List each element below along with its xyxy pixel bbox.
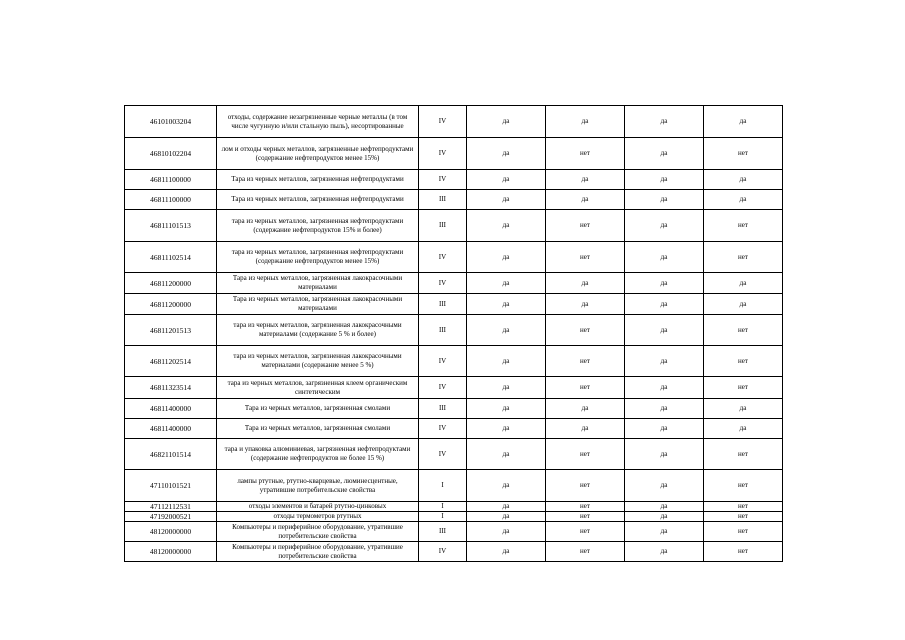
flag-cell-3: да	[625, 512, 704, 522]
waste-code-cell: 46811102514	[125, 242, 217, 273]
table-row	[125, 377, 783, 399]
flag-cell-4: да	[704, 419, 783, 439]
flag-cell-4: нет	[704, 512, 783, 522]
hazard-class-cell: I	[419, 470, 467, 502]
flag-cell-3: да	[625, 273, 704, 294]
flag-cell-2: да	[546, 294, 625, 315]
flag-cell-2: да	[546, 170, 625, 190]
table-row	[125, 190, 783, 210]
flag-cell-1: да	[467, 138, 546, 170]
flag-cell-1: да	[467, 106, 546, 138]
hazard-class-cell: IV	[419, 439, 467, 470]
hazard-class-cell: III	[419, 210, 467, 242]
waste-name-cell: Тара из черных металлов, загрязненная смолами	[217, 399, 419, 419]
waste-code-cell: 46101003204	[125, 106, 217, 138]
flag-cell-3: да	[625, 346, 704, 377]
hazard-class-cell: III	[419, 315, 467, 346]
flag-cell-1: да	[467, 522, 546, 542]
flag-cell-2: нет	[546, 512, 625, 522]
hazard-class-cell: III	[419, 294, 467, 315]
waste-code-cell: 46810102204	[125, 138, 217, 170]
flag-cell-1: да	[467, 377, 546, 399]
waste-name-cell: тара из черных металлов, загрязненная лакокрасочными материалами (содержание менее 5 %)	[217, 346, 419, 377]
flag-cell-3: да	[625, 170, 704, 190]
flag-cell-4: да	[704, 294, 783, 315]
flag-cell-4: да	[704, 190, 783, 210]
waste-code-cell: 46811323514	[125, 377, 217, 399]
waste-name-cell: Тара из черных металлов, загрязненная смолами	[217, 419, 419, 439]
table-row	[125, 439, 783, 470]
flag-cell-4: да	[704, 170, 783, 190]
flag-cell-1: да	[467, 439, 546, 470]
flag-cell-1: да	[467, 399, 546, 419]
flag-cell-2: да	[546, 419, 625, 439]
flag-cell-3: да	[625, 210, 704, 242]
table-row	[125, 294, 783, 315]
table-row	[125, 522, 783, 542]
table-row	[125, 106, 783, 138]
flag-cell-3: да	[625, 439, 704, 470]
flag-cell-2: да	[546, 106, 625, 138]
flag-cell-2: нет	[546, 502, 625, 512]
flag-cell-2: нет	[546, 346, 625, 377]
waste-table	[124, 105, 783, 562]
flag-cell-3: да	[625, 106, 704, 138]
waste-code-cell: 47192000521	[125, 512, 217, 522]
hazard-class-cell: III	[419, 190, 467, 210]
hazard-class-cell: IV	[419, 138, 467, 170]
flag-cell-4: да	[704, 273, 783, 294]
waste-code-cell: 46811200000	[125, 294, 217, 315]
waste-code-cell: 46811101513	[125, 210, 217, 242]
waste-code-cell: 46811100000	[125, 170, 217, 190]
flag-cell-2: да	[546, 273, 625, 294]
table-row	[125, 138, 783, 170]
flag-cell-1: да	[467, 470, 546, 502]
flag-cell-4: нет	[704, 502, 783, 512]
flag-cell-1: да	[467, 242, 546, 273]
flag-cell-2: нет	[546, 315, 625, 346]
flag-cell-4: нет	[704, 210, 783, 242]
flag-cell-3: да	[625, 138, 704, 170]
flag-cell-3: да	[625, 522, 704, 542]
flag-cell-1: да	[467, 273, 546, 294]
flag-cell-1: да	[467, 210, 546, 242]
table-row	[125, 170, 783, 190]
waste-code-cell: 46821101514	[125, 439, 217, 470]
flag-cell-3: да	[625, 190, 704, 210]
table-row	[125, 419, 783, 439]
waste-name-cell: отходы, содержание незагрязненные черные металлы (в том числе чугунную и/или стальную пыль), несортированные	[217, 106, 419, 138]
flag-cell-3: да	[625, 542, 704, 562]
flag-cell-4: нет	[704, 470, 783, 502]
waste-name-cell: лампы ртутные, ртутно-кварцевые, люминесцентные, утратившие потребительские свойства	[217, 470, 419, 502]
waste-code-cell: 47110101521	[125, 470, 217, 502]
hazard-class-cell: IV	[419, 170, 467, 190]
table-row	[125, 242, 783, 273]
waste-name-cell: Компьютеры и периферийное оборудование, утратившие потребительские свойства	[217, 522, 419, 542]
flag-cell-3: да	[625, 294, 704, 315]
flag-cell-4: нет	[704, 439, 783, 470]
waste-code-cell: 46811400000	[125, 419, 217, 439]
waste-code-cell: 47112112531	[125, 502, 217, 512]
waste-name-cell: тара из черных металлов, загрязненная нефтепродуктами (содержание нефтепродуктов 15% и более)	[217, 210, 419, 242]
flag-cell-2: нет	[546, 138, 625, 170]
flag-cell-1: да	[467, 502, 546, 512]
waste-name-cell: Компьютеры и периферийное оборудование, утратившие потребительские свойства	[217, 542, 419, 562]
hazard-class-cell: III	[419, 522, 467, 542]
flag-cell-3: да	[625, 315, 704, 346]
table-row	[125, 512, 783, 522]
table-row	[125, 542, 783, 562]
hazard-class-cell: IV	[419, 419, 467, 439]
flag-cell-3: да	[625, 242, 704, 273]
flag-cell-4: нет	[704, 377, 783, 399]
waste-code-cell: 46811200000	[125, 273, 217, 294]
waste-name-cell: лом и отходы черных металлов, загрязненные нефтепродуктами (содержание нефтепродуктов менее 15%)	[217, 138, 419, 170]
waste-name-cell: тара из черных металлов, загрязненная нефтепродуктами (содержание нефтепродуктов менее 15%)	[217, 242, 419, 273]
hazard-class-cell: IV	[419, 242, 467, 273]
waste-code-cell: 46811201513	[125, 315, 217, 346]
table-row	[125, 315, 783, 346]
hazard-class-cell: IV	[419, 377, 467, 399]
flag-cell-2: нет	[546, 377, 625, 399]
flag-cell-4: да	[704, 106, 783, 138]
flag-cell-3: да	[625, 419, 704, 439]
flag-cell-1: да	[467, 542, 546, 562]
waste-code-cell: 48120000000	[125, 542, 217, 562]
hazard-class-cell: IV	[419, 106, 467, 138]
flag-cell-3: да	[625, 399, 704, 419]
flag-cell-4: нет	[704, 542, 783, 562]
flag-cell-4: нет	[704, 138, 783, 170]
waste-name-cell: Тара из черных металлов, загрязненная нефтепродуктами	[217, 190, 419, 210]
hazard-class-cell: III	[419, 399, 467, 419]
waste-name-cell: отходы термометров ртутных	[217, 512, 419, 522]
flag-cell-1: да	[467, 315, 546, 346]
hazard-class-cell: IV	[419, 346, 467, 377]
waste-name-cell: тара и упаковка алюминиевая, загрязненная нефтепродуктами (содержание нефтепродуктов не более 15 %)	[217, 439, 419, 470]
flag-cell-1: да	[467, 170, 546, 190]
table-row	[125, 210, 783, 242]
flag-cell-2: нет	[546, 210, 625, 242]
waste-name-cell: Тара из черных металлов, загрязненная нефтепродуктами	[217, 170, 419, 190]
table-row	[125, 399, 783, 419]
hazard-class-cell: I	[419, 512, 467, 522]
flag-cell-3: да	[625, 502, 704, 512]
table-row	[125, 502, 783, 512]
hazard-class-cell: I	[419, 502, 467, 512]
flag-cell-1: да	[467, 190, 546, 210]
flag-cell-3: да	[625, 377, 704, 399]
flag-cell-1: да	[467, 512, 546, 522]
waste-name-cell: Тара из черных металлов, загрязненная лакокрасочными материалами	[217, 294, 419, 315]
flag-cell-2: нет	[546, 542, 625, 562]
waste-name-cell: тара из черных металлов, загрязненная лакокрасочными материалами (содержание 5 % и более)	[217, 315, 419, 346]
waste-name-cell: Тара из черных металлов, загрязненная лакокрасочными материалами	[217, 273, 419, 294]
waste-code-cell: 46811202514	[125, 346, 217, 377]
hazard-class-cell: IV	[419, 273, 467, 294]
flag-cell-1: да	[467, 419, 546, 439]
flag-cell-2: нет	[546, 242, 625, 273]
flag-cell-3: да	[625, 470, 704, 502]
waste-code-cell: 46811100000	[125, 190, 217, 210]
waste-code-cell: 48120000000	[125, 522, 217, 542]
flag-cell-4: нет	[704, 522, 783, 542]
table-row	[125, 273, 783, 294]
flag-cell-4: нет	[704, 242, 783, 273]
flag-cell-2: нет	[546, 470, 625, 502]
waste-table-body	[125, 106, 783, 562]
waste-name-cell: отходы элементов и батарей ртутно-цинковых	[217, 502, 419, 512]
flag-cell-4: нет	[704, 315, 783, 346]
table-row	[125, 470, 783, 502]
flag-cell-2: да	[546, 399, 625, 419]
flag-cell-2: нет	[546, 522, 625, 542]
flag-cell-4: да	[704, 399, 783, 419]
flag-cell-2: нет	[546, 439, 625, 470]
waste-name-cell: тара из черных металлов, загрязненная клеем органическим синтетическим	[217, 377, 419, 399]
flag-cell-1: да	[467, 294, 546, 315]
flag-cell-2: да	[546, 190, 625, 210]
waste-code-cell: 46811400000	[125, 399, 217, 419]
flag-cell-4: нет	[704, 346, 783, 377]
hazard-class-cell: IV	[419, 542, 467, 562]
table-row	[125, 346, 783, 377]
flag-cell-1: да	[467, 346, 546, 377]
